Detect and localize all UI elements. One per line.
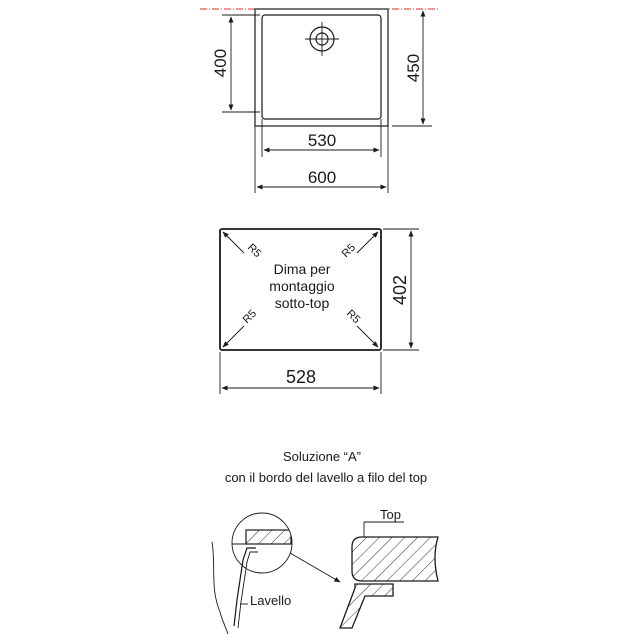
template-label-line3: sotto-top — [274, 295, 330, 311]
dim-530-label: 530 — [307, 131, 337, 150]
dim-402-label: 402 — [390, 274, 410, 306]
template-label-line1: Dima per — [273, 261, 331, 277]
solution-title: Soluzione “A” — [282, 449, 362, 464]
radius-label-tl: R5 — [244, 241, 264, 261]
sink-rim-section — [340, 584, 393, 628]
dim-528-label: 528 — [285, 367, 317, 387]
radius-label-tr: R5 — [339, 241, 359, 261]
sink-top-view — [200, 9, 440, 193]
section-overview — [212, 513, 340, 634]
cutout-template — [220, 229, 419, 394]
radius-arrow-br — [357, 326, 378, 347]
radius-arrow-tr — [357, 232, 378, 253]
radius-label-br: R5 — [343, 307, 363, 327]
detail-top-slab — [246, 530, 291, 544]
detail-content — [230, 530, 294, 544]
radius-arrow-bl — [223, 326, 244, 347]
dim-400-label: 400 — [211, 48, 230, 78]
solution-subtitle: con il bordo del lavello a filo del top — [224, 470, 428, 485]
cabinet-side-left — [212, 542, 228, 634]
dim-600-label: 600 — [307, 168, 337, 187]
template-label-line2: montaggio — [269, 278, 335, 294]
worktop-section — [352, 537, 438, 581]
top-label: Top — [380, 507, 401, 522]
section-detail-enlarged — [340, 507, 438, 628]
solution-caption — [225, 449, 427, 485]
sink-bowl-outline — [262, 15, 381, 119]
detail-leader-line — [290, 553, 340, 582]
dim-450-label: 450 — [404, 53, 423, 83]
sink-wall-left-inner — [238, 552, 258, 628]
radius-arrow-tl — [223, 232, 244, 253]
radius-label-bl: R5 — [240, 307, 260, 327]
sink-label: Lavello — [250, 593, 292, 608]
